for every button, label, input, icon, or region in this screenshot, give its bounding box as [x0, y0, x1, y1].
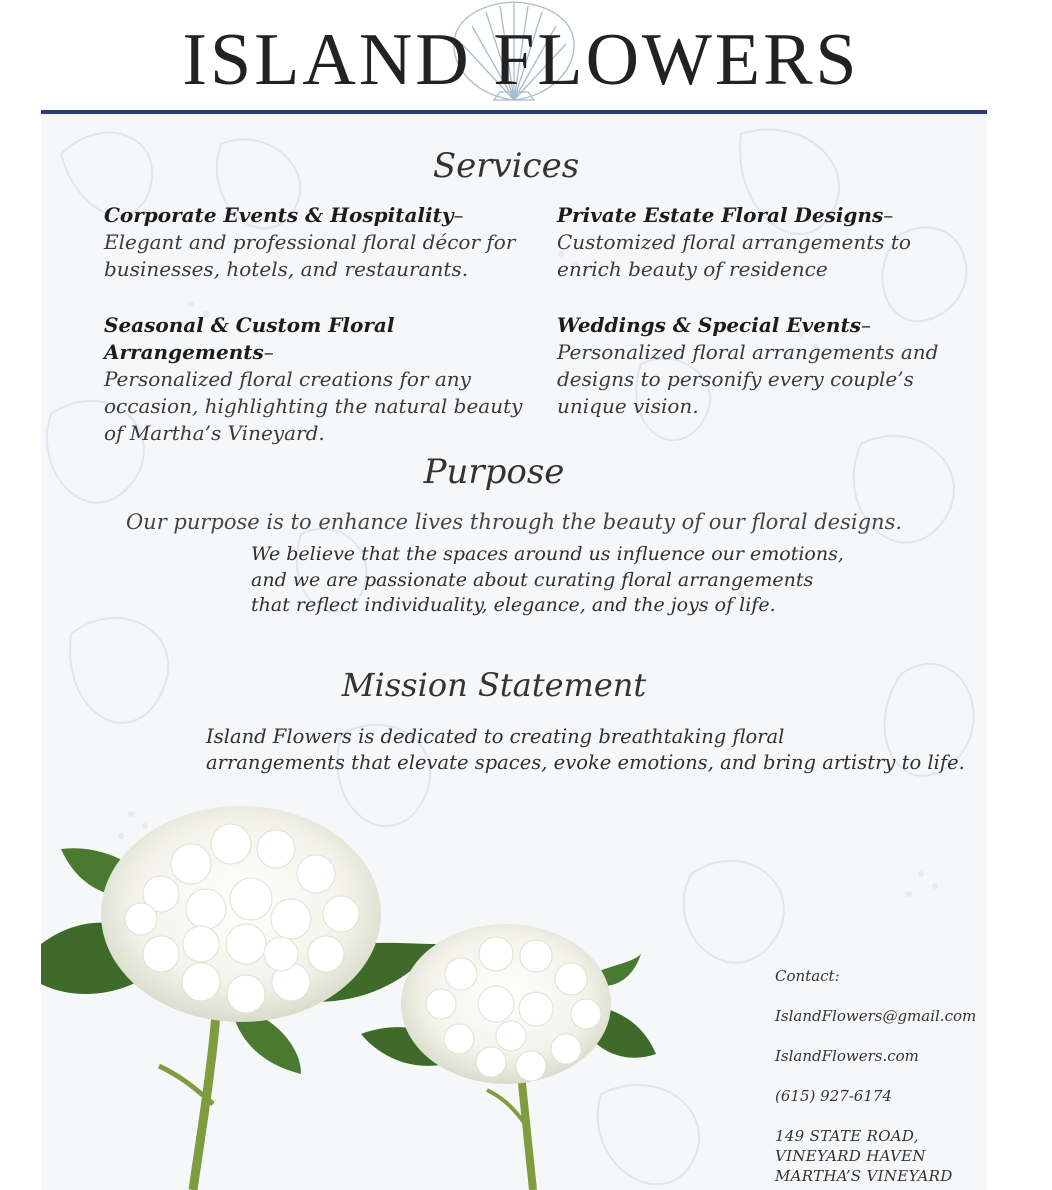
- mission-line: Island Flowers is dedicated to creating breathtaking floral: [206, 725, 785, 748]
- contact-label: Contact:: [775, 967, 840, 985]
- contact-address-line: 149 STATE ROAD,: [775, 1127, 919, 1145]
- mission-body: [206, 724, 965, 776]
- service-title: Private Estate Floral Designs: [557, 203, 884, 227]
- service-desc-line: unique vision.: [557, 394, 699, 418]
- services-heading: Services: [432, 146, 580, 186]
- service-desc-line: Personalized floral arrangements and: [557, 340, 939, 364]
- purpose-heading: Purpose: [423, 452, 565, 492]
- contact-address-line: VINEYARD HAVEN: [775, 1147, 926, 1165]
- purpose-lead: Our purpose is to enhance lives through the beauty of our floral designs.: [125, 510, 903, 534]
- service-item-seasonal: Seasonal & Custom Floral Arrangements– Personalized floral creations for any occasion, highlighting the natural beauty of Martha’s Vineyard.: [104, 312, 554, 447]
- service-desc-line: designs to personify every couple’s: [557, 367, 914, 391]
- service-desc-line: Elegant and professional floral décor for: [104, 230, 516, 254]
- service-desc-line: Personalized floral creations for any: [104, 367, 471, 391]
- service-desc-line: occasion, highlighting the natural beauty: [104, 394, 523, 418]
- contact-address-line: MARTHA’S VINEYARD: [775, 1167, 953, 1185]
- service-desc-line: of Martha’s Vineyard.: [104, 421, 325, 445]
- contact-email-link[interactable]: IslandFlowers@gmail.com: [775, 1007, 977, 1025]
- purpose-line: We believe that the spaces around us influence our emotions,: [251, 543, 844, 565]
- service-title: Seasonal & Custom Floral Arrangements: [104, 313, 395, 364]
- mission-line: arrangements that elevate spaces, evoke emotions, and bring artistry to life.: [206, 751, 965, 774]
- mission-heading: Mission Statement: [341, 666, 647, 704]
- service-desc-line: businesses, hotels, and restaurants.: [104, 257, 469, 281]
- contact-website-link[interactable]: IslandFlowers.com: [775, 1047, 919, 1065]
- service-item-corporate: Corporate Events & Hospitality– Elegant and professional floral décor for businesses, hotels, and restaurants.: [104, 202, 544, 283]
- purpose-body: [251, 542, 844, 619]
- service-title: Corporate Events & Hospitality: [104, 203, 454, 227]
- service-title: Weddings & Special Events: [557, 313, 861, 337]
- brand-title: ISLAND FLOWERS: [182, 19, 860, 101]
- hydrangea-illustration: [41, 804, 661, 1190]
- purpose-line: and we are passionate about curating floral arrangements: [251, 568, 814, 591]
- purpose-line: that reflect individuality, elegance, and the joys of life.: [251, 594, 776, 616]
- content-panel: [41, 114, 987, 1190]
- service-desc-line: Customized floral arrangements to: [557, 230, 911, 254]
- contact-phone[interactable]: (615) 927-6174: [775, 1087, 892, 1105]
- service-desc-line: enrich beauty of residence: [557, 257, 828, 281]
- service-item-weddings: Weddings & Special Events– Personalized floral arrangements and designs to personify every couple’s unique vision.: [557, 312, 977, 420]
- contact-block: [775, 966, 985, 1186]
- header: [0, 0, 1052, 112]
- service-item-private-estate: Private Estate Floral Designs– Customized floral arrangements to enrich beauty of residence: [557, 202, 957, 283]
